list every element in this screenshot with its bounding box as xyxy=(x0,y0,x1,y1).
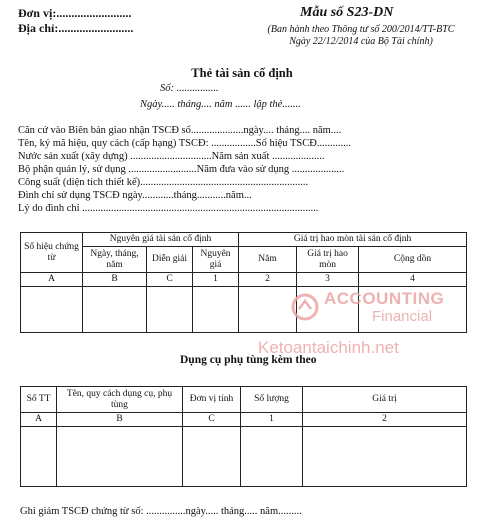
empty-cell xyxy=(303,427,467,487)
empty-cell xyxy=(183,427,241,487)
code-cell: B xyxy=(57,413,183,427)
header-nguyen-gia: Nguyên giá xyxy=(193,247,239,273)
empty-cell xyxy=(21,427,57,487)
empty-cell xyxy=(147,287,193,333)
empty-cell xyxy=(239,287,297,333)
field-suspension: Đình chỉ sử dụng TSCĐ ngày............tháng...........năm... xyxy=(18,190,252,201)
empty-cell xyxy=(21,287,83,333)
code-cell: C xyxy=(183,413,241,427)
unit-label: Đơn vị:......................... xyxy=(18,6,132,20)
empty-cell xyxy=(193,287,239,333)
watermark-financial: Financial xyxy=(372,308,433,325)
issued-note xyxy=(250,24,472,48)
card-date: Ngày..... tháng.... năm ...... lập thẻ....... xyxy=(140,99,301,110)
code-cell: C xyxy=(147,273,193,287)
issued-line-2: Ngày 22/12/2014 của Bộ Tài chính) xyxy=(289,36,433,47)
watermark-accounting: ACCOUNTING xyxy=(324,289,445,308)
header-don-vi: Đơn vị tính xyxy=(183,387,241,413)
field-capacity: Công suất (diện tích thiết kế)................................................................ xyxy=(18,177,309,188)
field-handover: Căn cứ vào Biên bản giao nhận TSCĐ số....................ngày.... tháng.... năm.... xyxy=(18,125,342,136)
form-number: Mẫu số S23-DN xyxy=(300,5,394,20)
watermark-site: Ketoantaichinh.net xyxy=(258,338,399,357)
address-label: Địa chỉ:......................... xyxy=(18,21,134,35)
header-hao-mon-group: Giá trị hao mòn tài sản cố định xyxy=(239,233,467,247)
header-cong-don: Cộng dồn xyxy=(359,247,467,273)
code-cell: 3 xyxy=(297,273,359,287)
header-nguyen-gia-group: Nguyên giá tài sản cố định xyxy=(83,233,239,247)
table-row xyxy=(21,427,467,487)
code-cell: A xyxy=(21,273,83,287)
code-cell: A xyxy=(21,413,57,427)
field-suspension-reason: Lý do đình chỉ .......................................................................................... xyxy=(18,203,319,214)
empty-cell xyxy=(83,287,147,333)
header-ngay-thang: Ngày, tháng, năm xyxy=(83,247,147,273)
empty-cell xyxy=(57,427,183,487)
code-cell: 2 xyxy=(239,273,297,287)
code-cell: B xyxy=(83,273,147,287)
tools-table xyxy=(20,386,467,487)
footer-decrease-note: Ghi giảm TSCĐ chứng từ số: ...............ngày..... tháng..... năm......... xyxy=(20,506,302,517)
accounting-logo-icon xyxy=(290,292,320,322)
header-nam: Năm xyxy=(239,247,297,273)
issued-line-1: (Ban hành theo Thông tư số 200/2014/TT-BTC xyxy=(267,24,455,35)
empty-cell xyxy=(241,427,303,487)
header-gia-tri-hao-mon: Giá trị hao mòn xyxy=(297,247,359,273)
code-cell: 4 xyxy=(359,273,467,287)
header-dien-giai: Diễn giải xyxy=(147,247,193,273)
section-tools-title: Dụng cụ phụ tùng kèm theo xyxy=(180,354,317,366)
header-ten-dung-cu: Tên, quy cách dụng cụ, phụ tùng xyxy=(57,387,183,413)
field-department: Bộ phận quản lý, sử dụng ..........................Năm đưa vào sử dụng .................... xyxy=(18,164,345,175)
card-number: Số: ................ xyxy=(160,83,219,94)
header-gia-tri: Giá trị xyxy=(303,387,467,413)
header-so-hieu: Số hiệu chứng từ xyxy=(21,233,83,273)
header-so-tt: Số TT xyxy=(21,387,57,413)
code-cell: 1 xyxy=(193,273,239,287)
header-so-luong: Số lượng xyxy=(241,387,303,413)
field-asset-name: Tên, ký mã hiệu, quy cách (cấp hạng) TSCĐ: .................Số hiệu TSCĐ............. xyxy=(18,138,351,149)
code-cell: 2 xyxy=(303,413,467,427)
code-cell: 1 xyxy=(241,413,303,427)
page-title: Thẻ tài sản cố định xyxy=(191,66,293,80)
field-origin: Nước sản xuất (xây dựng) ...............................Năm sản xuất .................... xyxy=(18,151,325,162)
